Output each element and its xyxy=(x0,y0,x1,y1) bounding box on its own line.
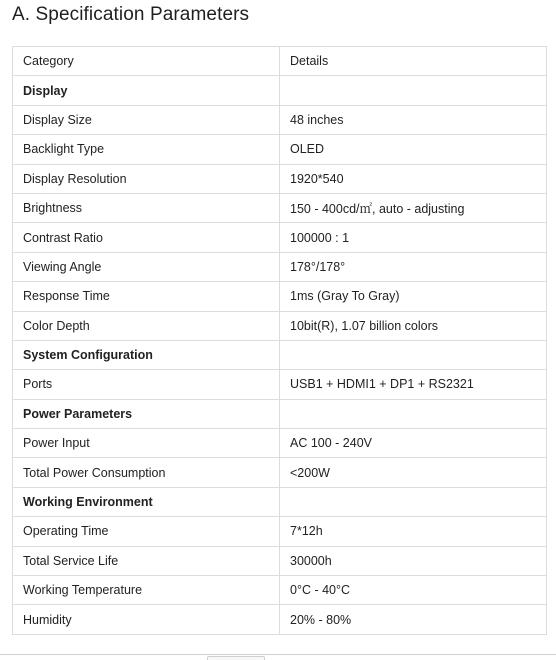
details-cell xyxy=(280,399,547,428)
section-heading: Power Parameters xyxy=(13,399,280,428)
section-heading: Working Environment xyxy=(13,487,280,516)
details-cell: 1920*540 xyxy=(280,164,547,193)
category-cell: Backlight Type xyxy=(13,135,280,164)
table-row xyxy=(13,105,547,134)
table-row xyxy=(13,429,547,458)
section-heading: System Configuration xyxy=(13,340,280,369)
table-row xyxy=(13,252,547,281)
details-cell: 20% - 80% xyxy=(280,605,547,634)
category-cell: Humidity xyxy=(13,605,280,634)
table-row xyxy=(13,458,547,487)
category-cell: Display Resolution xyxy=(13,164,280,193)
table-row xyxy=(13,282,547,311)
column-header-category: Category xyxy=(13,47,280,76)
category-cell: Brightness xyxy=(13,193,280,222)
details-cell: 30000h xyxy=(280,546,547,575)
category-cell: Power Input xyxy=(13,429,280,458)
details-cell: 0°C - 40°C xyxy=(280,576,547,605)
details-cell: 1ms (Gray To Gray) xyxy=(280,282,547,311)
category-cell: Response Time xyxy=(13,282,280,311)
table-row xyxy=(13,135,547,164)
category-cell: Contrast Ratio xyxy=(13,223,280,252)
category-cell: Total Power Consumption xyxy=(13,458,280,487)
category-cell: Operating Time xyxy=(13,517,280,546)
table-section-row xyxy=(13,399,547,428)
table-section-row xyxy=(13,340,547,369)
details-cell xyxy=(280,487,547,516)
details-cell: OLED xyxy=(280,135,547,164)
category-cell: Viewing Angle xyxy=(13,252,280,281)
table-row xyxy=(13,517,547,546)
table-row xyxy=(13,370,547,399)
table-header-row xyxy=(13,47,547,76)
details-cell: 7*12h xyxy=(280,517,547,546)
table-row xyxy=(13,193,547,222)
details-cell xyxy=(280,76,547,105)
spec-table xyxy=(12,46,547,635)
details-cell: 150 - 400cd/㎡, auto - adjusting xyxy=(280,193,547,222)
category-cell: Total Service Life xyxy=(13,546,280,575)
details-cell: 178°/178° xyxy=(280,252,547,281)
category-cell: Ports xyxy=(13,370,280,399)
table-row xyxy=(13,546,547,575)
scroll-handle[interactable] xyxy=(207,656,265,660)
category-cell: Working Temperature xyxy=(13,576,280,605)
spec-table-body xyxy=(13,47,547,635)
table-row xyxy=(13,164,547,193)
details-cell: <200W xyxy=(280,458,547,487)
table-section-row xyxy=(13,76,547,105)
details-cell: USB1 + HDMI1 + DP1 + RS2321 xyxy=(280,370,547,399)
table-row xyxy=(13,576,547,605)
details-cell: AC 100 - 240V xyxy=(280,429,547,458)
column-header-details: Details xyxy=(280,47,547,76)
table-row xyxy=(13,605,547,634)
page-title: A. Specification Parameters xyxy=(12,4,250,25)
table-section-row xyxy=(13,487,547,516)
category-cell: Display Size xyxy=(13,105,280,134)
table-row xyxy=(13,311,547,340)
details-cell: 48 inches xyxy=(280,105,547,134)
category-cell: Color Depth xyxy=(13,311,280,340)
table-row xyxy=(13,223,547,252)
details-cell xyxy=(280,340,547,369)
section-heading: Display xyxy=(13,76,280,105)
details-cell: 10bit(R), 1.07 billion colors xyxy=(280,311,547,340)
details-cell: 100000 : 1 xyxy=(280,223,547,252)
bottom-divider xyxy=(0,654,556,655)
